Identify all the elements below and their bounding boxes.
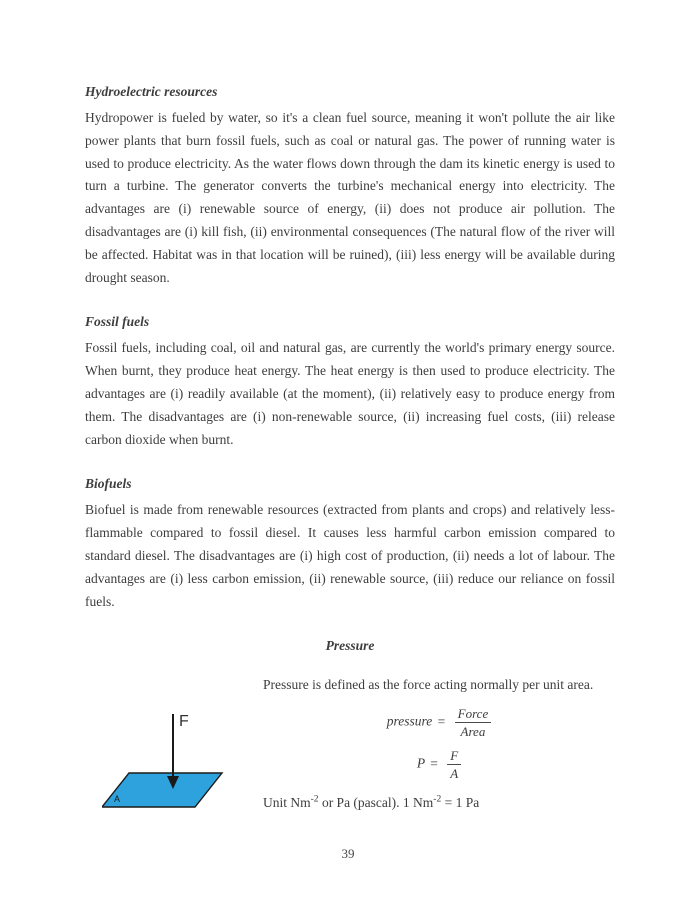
section-fossil-fuels (85, 314, 615, 451)
section-heading-fossil-fuels: Fossil fuels (85, 314, 150, 330)
pressure-diagram (102, 708, 228, 818)
pressure-formula-words (263, 706, 615, 739)
pressure-formula-symbols (263, 748, 615, 781)
page-number: 39 (341, 846, 355, 861)
formula1-lhs: pressure (386, 713, 433, 729)
unit-sup1: -2 (310, 794, 319, 805)
formula1-fraction (455, 706, 492, 739)
pressure-figure-area (85, 706, 615, 841)
section-heading-hydroelectric: Hydroelectric resources (85, 84, 218, 99)
section-body-fossil-fuels: Fossil fuels, including coal, oil and natural gas, are currently the world's primary energy source. When burnt, they produce heat energy. The heat energy is then used to produce electricity. The advantages are (i) readily available (at the moment), (ii) relatively easy to produce energy from them. The disadvantages are (i) non-renewable source, (ii) increasing fuel costs, (iii) release carbon dioxide when burnt. (85, 340, 615, 447)
formula1-denominator: Area (460, 724, 486, 740)
unit-part2: or Pa (pascal). 1 Nm (318, 795, 434, 811)
section-body-hydroelectric: Hydropower is fueled by water, so it's a clean fuel source, meaning it won't pollute the air like power plants that burn fossil fuels, such as coal or natural gas. The power of running water is used to produce electricity. As the water flows down through the dam its kinetic energy is used to turn a turbine. The generator converts the turbine's mechanical energy into electricity. The advantages are (i) renewable source of energy, (ii) does not produce air pollution. The disadvantages are (i) kill fish, (ii) environmental consequences (The natural flow of the river will be affected. Habitat was in that location will be ruined), (iii) less energy will be available during drought season. (85, 110, 615, 285)
formula2-lhs: P (416, 755, 425, 771)
formula1-equals: = (437, 713, 446, 729)
section-biofuels (85, 476, 615, 613)
formula2-numerator: F (447, 748, 461, 765)
formula2-equals: = (430, 755, 438, 771)
force-label: F (179, 713, 189, 731)
unit-part3: = 1 Pa (441, 795, 480, 811)
section-hydroelectric (85, 84, 615, 289)
section-body-biofuels: Biofuel is made from renewable resources (extracted from plants and crops) and relatively less-flammable compared to fossil diesel. It causes less harmful carbon emission compared to standard diesel. The disadvantages are (i) high cost of production, (ii) needs a lot of labour. The advantages are (i) less carbon emission, (ii) renewable source, (iii) reduce our reliance on fossil fuels. (85, 502, 615, 609)
formula2-fraction (447, 748, 461, 781)
formula-column (263, 706, 615, 811)
formula2-denominator: A (450, 766, 459, 782)
section-heading-biofuels: Biofuels (85, 476, 132, 492)
unit-sup2: -2 (433, 794, 442, 805)
unit-part1: Unit Nm (263, 795, 311, 811)
pressure-heading: Pressure (325, 638, 375, 654)
formula1-numerator: Force (455, 706, 492, 723)
pressure-intro-text: Pressure is defined as the force acting normally per unit area. (263, 677, 594, 693)
pressure-unit-line (263, 795, 615, 811)
area-label: A (114, 794, 121, 805)
